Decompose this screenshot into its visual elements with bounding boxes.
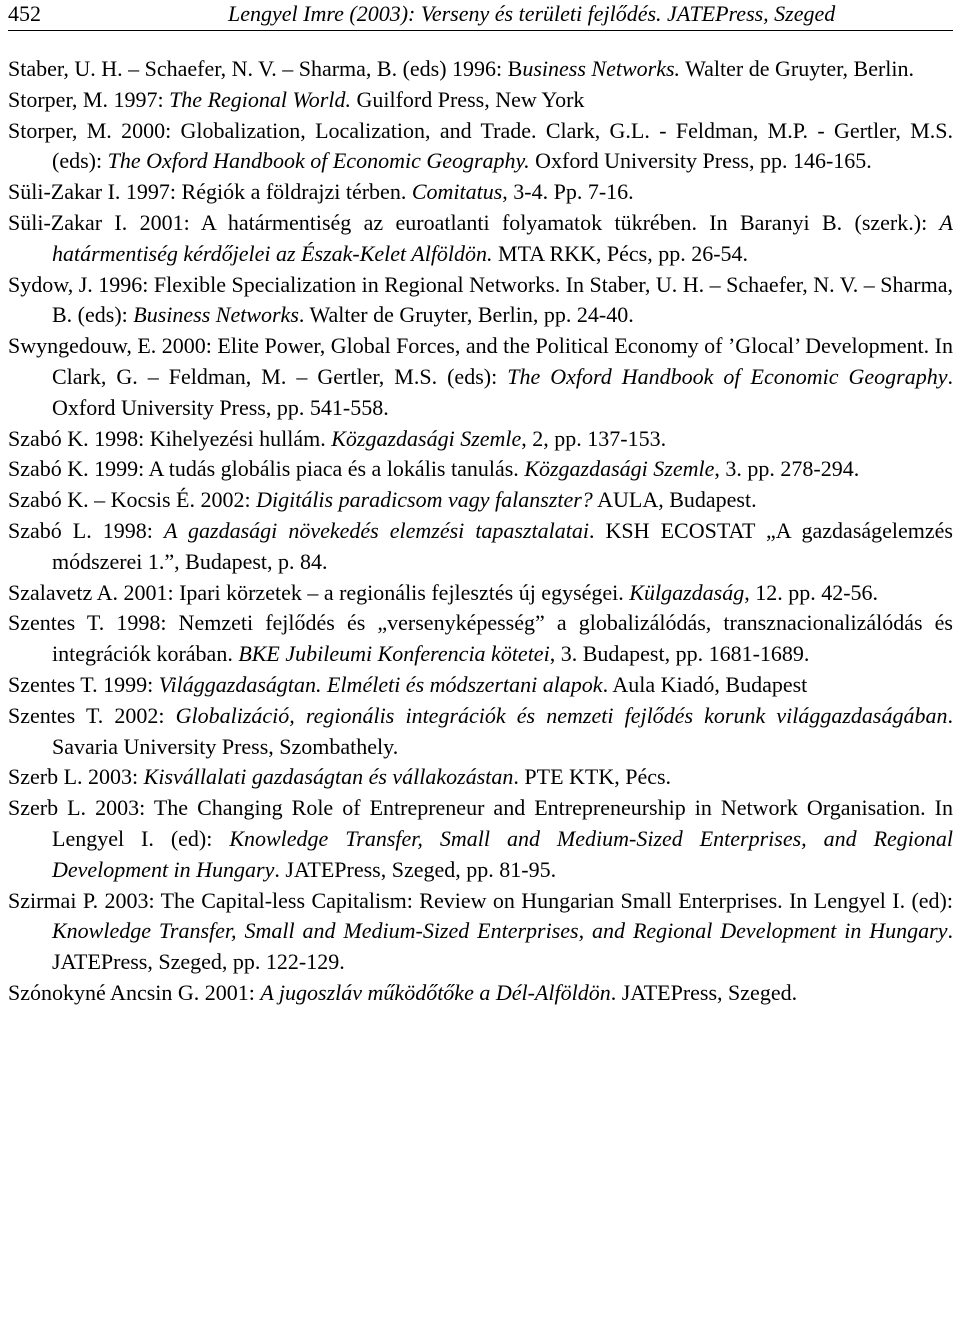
reference-title-italic: The Oxford Handbook of Economic Geography: [507, 363, 948, 389]
reference-list: [8, 54, 953, 1009]
reference-title-italic: Business Networks: [133, 302, 299, 328]
reference-entry: [8, 54, 953, 85]
page-header: [8, 0, 953, 31]
reference-title-italic: Knowledge Transfer, Small and Medium-Sized Enterprises, and Regional Development in Hungary: [52, 918, 948, 944]
reference-text: . Savaria University Press, Szombathely.: [52, 702, 953, 759]
reference-entry: [8, 978, 953, 1009]
reference-title-italic: Comitatus: [411, 179, 503, 205]
reference-text: Walter de Gruyter, Berlin.: [680, 56, 915, 81]
reference-text: . Oxford University Press, pp. 541-558.: [52, 363, 953, 420]
reference-text: MTA RKK, Pécs, pp. 26-54.: [492, 240, 749, 266]
reference-text: Staber, U. H. – Schaefer, N. V. – Sharma, B. (eds) 1996: B: [8, 56, 523, 81]
reference-text: , 2, pp. 137-153.: [521, 425, 667, 451]
reference-title-italic: Globalizáció, regionális integrációk és nemzeti fejlődés korunk világgazdaságában: [175, 702, 948, 728]
reference-text: Storper, M. 1997:: [8, 86, 170, 112]
reference-text: . JATEPress, Szeged, pp. 122-129.: [52, 918, 953, 975]
reference-entry: [8, 331, 953, 423]
reference-entry: [8, 762, 953, 793]
reference-entry: [8, 701, 953, 763]
reference-entry: [8, 177, 953, 208]
reference-text: Szabó L. 1998:: [8, 517, 164, 543]
reference-title-italic: Közgazdasági Szemle: [331, 425, 522, 451]
reference-title-italic: usiness Networks.: [522, 56, 681, 81]
reference-text: Szentes T. 1999:: [8, 671, 159, 697]
reference-title-italic: The Regional World.: [169, 86, 351, 112]
reference-text: Szerb L. 2003:: [8, 764, 144, 790]
reference-entry: [8, 208, 953, 270]
reference-text: Swyngedouw, E. 2000: Elite Power, Global Forces, and the Political Economy of ’Glocal’ Development. In Clark, G. – Feldman, M. – Gertler, M.S. (eds):: [8, 333, 953, 389]
reference-entry: [8, 116, 953, 178]
reference-title-italic: BKE Jubileumi Konferencia kötetei: [238, 641, 550, 667]
reference-entry: [8, 793, 953, 885]
reference-text: Szabó K. 1998: Kihelyezési hullám.: [8, 425, 332, 451]
reference-title-italic: Közgazdasági Szemle: [524, 456, 715, 482]
reference-text: Szentes T. 1998: Nemzeti fejlődés és „versenyképesség” a globalizálódás, transznacionalizálódás és integrációk korában.: [8, 610, 953, 667]
reference-text: AULA, Budapest.: [592, 487, 757, 513]
reference-text: Szerb L. 2003: The Changing Role of Entrepreneur and Entrepreneurship in Network Organisation. In Lengyel I. (ed):: [8, 795, 953, 851]
reference-entry: [8, 85, 953, 116]
reference-text: . JATEPress, Szeged, pp. 81-95.: [274, 856, 557, 882]
reference-entry: [8, 424, 953, 455]
reference-text: . JATEPress, Szeged.: [610, 979, 798, 1005]
reference-text: , 3. pp. 278-294.: [714, 456, 860, 482]
reference-text: Guilford Press, New York: [350, 86, 585, 112]
reference-title-italic: A határmentiség kérdőjelei az Észak-Kelet Alföldön.: [52, 209, 953, 266]
reference-title-italic: Világgazdaságtan. Elméleti és módszertani alapok: [158, 671, 603, 697]
reference-text: . Aula Kiadó, Budapest: [602, 671, 808, 697]
reference-text: Sydow, J. 1996: Flexible Specialization in Regional Networks. In Staber, U. H. – Schaefer, N. V. – Sharma, B. (eds):: [8, 271, 953, 328]
reference-entry: [8, 578, 953, 609]
reference-text: . KSH ECOSTAT „A gazdaságelemzés módszerei 1.”, Budapest, p. 84.: [52, 517, 953, 574]
reference-title-italic: A jugoszláv működőtőke a Dél-Alföldön: [260, 979, 611, 1005]
reference-text: Szabó K. – Kocsis É. 2002:: [8, 487, 257, 513]
reference-text: , 3-4. Pp. 7-16.: [502, 179, 634, 205]
reference-text: Szabó K. 1999: A tudás globális piaca és a lokális tanulás.: [8, 456, 525, 482]
reference-title-italic: Kisvállalati gazdaságtan és vállakozástan: [143, 764, 514, 790]
reference-entry: [8, 608, 953, 670]
reference-title-italic: The Oxford Handbook of Economic Geography.: [107, 148, 530, 174]
reference-entry: [8, 270, 953, 332]
page-number: 452: [8, 1, 41, 26]
reference-title-italic: Digitális paradicsom vagy falanszter?: [256, 487, 593, 513]
reference-title-italic: Knowledge Transfer, Small and Medium-Sized Enterprises, and Regional Development in Hungary: [52, 825, 954, 882]
reference-title-italic: A gazdasági növekedés elemzési tapasztalatai: [163, 517, 589, 543]
reference-entry: [8, 670, 953, 701]
reference-text: , 3. Budapest, pp. 1681-1689.: [549, 641, 810, 667]
reference-text: . Walter de Gruyter, Berlin, pp. 24-40.: [298, 302, 634, 328]
reference-entry: [8, 454, 953, 485]
reference-entry: [8, 516, 953, 578]
reference-text: Süli-Zakar I. 1997: Régiók a földrajzi térben.: [8, 179, 412, 205]
reference-text: Süli-Zakar I. 2001: A határmentiség az euroatlanti folyamatok tükrében. In Baranyi B. (szerk.):: [8, 209, 940, 235]
reference-text: Szónokyné Ancsin G. 2001:: [8, 979, 261, 1005]
reference-text: Storper, M. 2000: Globalization, Localization, and Trade. Clark, G.L. - Feldman, M.P. - Gertler, M.S. (eds):: [8, 117, 953, 174]
reference-text: , 12. pp. 42-56.: [744, 579, 879, 605]
reference-entry: [8, 886, 953, 978]
reference-title-italic: Külgazdaság: [629, 579, 745, 605]
reference-text: . PTE KTK, Pécs.: [513, 764, 672, 790]
reference-entry: [8, 485, 953, 516]
reference-text: Szentes T. 2002:: [8, 702, 176, 728]
running-title: Lengyel Imre (2003): Verseny és területi fejlődés. JATEPress, Szeged: [228, 1, 836, 26]
reference-text: Szirmai P. 2003: The Capital-less Capitalism: Review on Hungarian Small Enterprises. In Lengyel I. (ed):: [8, 887, 953, 913]
reference-text: Szalavetz A. 2001: Ipari körzetek – a regionális fejlesztés új egységei.: [8, 579, 630, 605]
reference-text: Oxford University Press, pp. 146-165.: [529, 148, 872, 174]
